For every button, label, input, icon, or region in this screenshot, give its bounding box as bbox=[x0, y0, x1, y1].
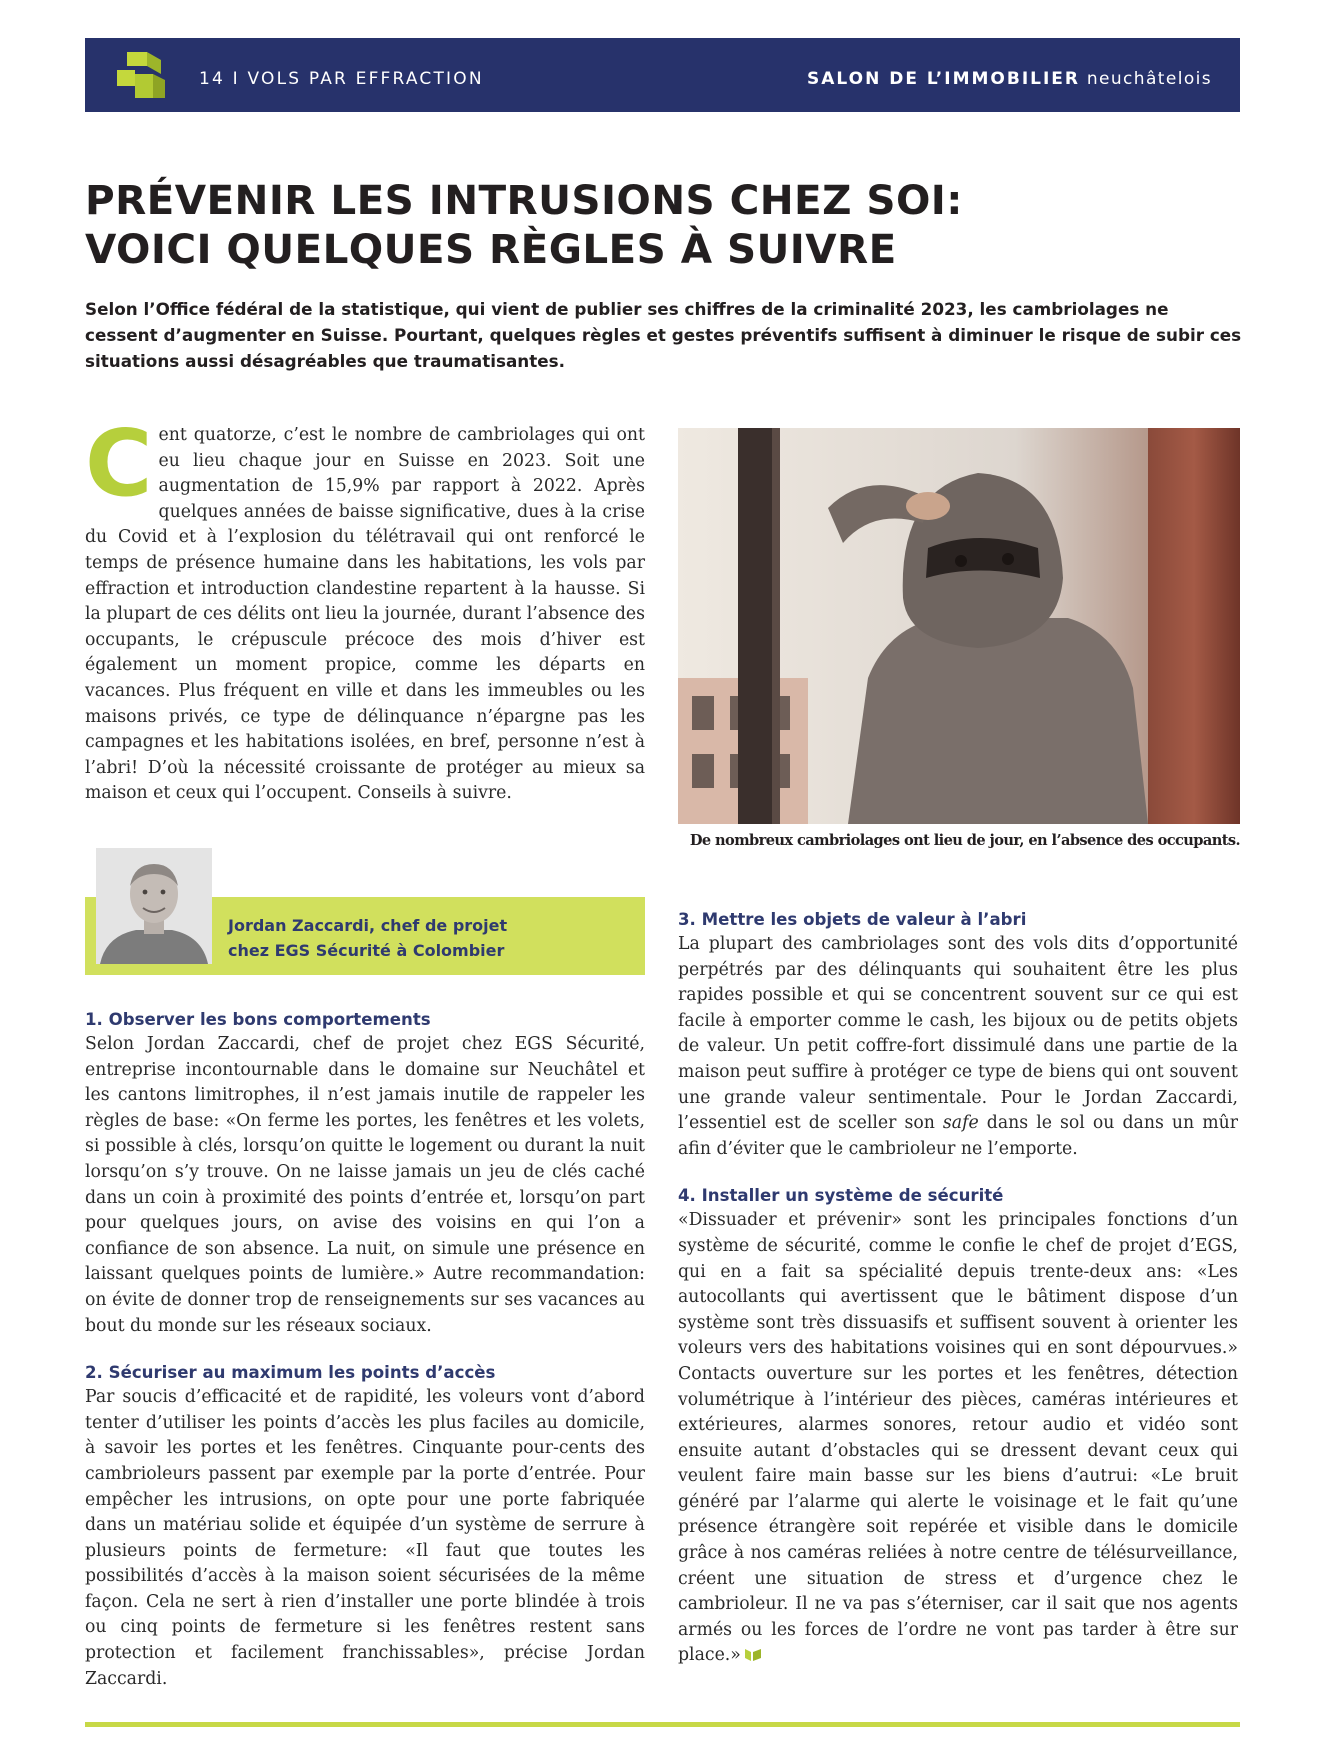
section-2-text: Par soucis d’efficacité et de rapidité, les voleurs vont d’abord tenter d’utiliser les points d’accès les plus faciles au domicile, à savoir les portes et les fenêtres. Cinquante pour-cents des cambrioleurs passent par exemple par la porte d’entrée. Pour empêcher les intrusions, on opte pour une porte fabriquée dans un matériau solide et équipée d’un système de serrure à plusieurs points de fermeture: «Il faut que toutes les possibilités d’accès à la maison soient sécurisées de la même façon. Cela ne sert à rien d’installer une porte blindée à trois ou cinq points de fermeture si les fenêtres restent sans protection et facilement franchissables», précise Jordan Zaccardi. bbox=[85, 1387, 645, 1689]
expert-line1: Jordan Zaccardi, chef de projet bbox=[228, 916, 508, 935]
section-3-text-italic: safe bbox=[942, 1113, 979, 1134]
expert-name bbox=[228, 913, 507, 963]
expert-line2: chez EGS Sécurité à Colombier bbox=[228, 941, 505, 960]
article-title bbox=[85, 176, 1245, 274]
section-1-heading: 1. Observer les bons comportements bbox=[85, 1010, 431, 1029]
section-3-text bbox=[678, 932, 1238, 1162]
right-column bbox=[678, 908, 1238, 1669]
section-4-text-body: «Dissuader et prévenir» sont les principales fonctions d’un système de sécurité, comme le confie le chef de projet d’EGS, qui en a fait sa spécialité depuis trente-deux ans: «Les autocollants qui avertissent que le bâtiment dispose d’un système sont très dissuasifs et suffisent souvent à orienter les voleurs vers des habitations voisines qui en sont dépourvues.» Contacts ouverture sur les portes et les fenêtres, détection volumétrique à l’intérieur des pièces, caméras intérieures et extérieures, alarmes sonores, retour audio et vidéo sont ensuite autant d’obstacles qui se dressent devant ceux qui veulent faire main basse sur les biens d’autrui: «Le bruit généré par l’alarme qui alerte le voisinage et le fait qu’une présence étrangère soit repérée et visible dans le domicile grâce à nos caméras reliées à notre centre de télésurveillance, créent une situation de stress et d’urgence chez le cambrioleur. Il ne va pas s’éterniser, car il sait que nos agents armés ou les forces de l’ordre ne vont pas tarder à être sur place.» bbox=[678, 1210, 1238, 1666]
footer-rule bbox=[85, 1722, 1240, 1727]
article-title-line2: VOICI QUELQUES RÈGLES À SUIVRE bbox=[85, 225, 897, 273]
article-title-line1: PRÉVENIR LES INTRUSIONS CHEZ SOI: bbox=[85, 176, 963, 224]
drop-cap: C bbox=[85, 410, 153, 517]
section-4-heading: 4. Installer un système de sécurité bbox=[678, 1186, 1004, 1206]
article-lead: Selon l’Office fédéral de la statistique, qui vient de publier ses chiffres de la criminalité 2023, les cambriolages ne cessent d’augmenter en Suisse. Pourtant, quelques règles et gestes préventifs suffisent à diminuer le risque de subir ces situations aussi désagréables que traumatisantes. bbox=[85, 299, 1242, 371]
page-section-label: 14 I VOLS PAR EFFRACTION bbox=[199, 69, 484, 89]
header-banner bbox=[85, 38, 1240, 112]
publication-name-rest: neuchâtelois bbox=[1080, 69, 1212, 89]
left-column bbox=[85, 1008, 645, 1692]
burglar-photo bbox=[678, 428, 1240, 824]
section-1-text: Selon Jordan Zaccardi, chef de projet chez EGS Sécurité, entreprise incontournable dans le domaine sur Neuchâtel et les cantons limitrophes, il n’est jamais inutile de rappeler les règles de base: «On ferme les portes, les fenêtres et les volets, si possible à clés, lorsqu’on quitte le logement ou durant la nuit lorsqu’on s’y trouve. On ne laisse jamais un jeu de clés caché dans un coin à proximité des points d’entrée et, lorsqu’on part pour quelques jours, on avise des voisins en qui l’on a confiance de son absence. La nuit, on simule une présence en laissant quelques points de lumière.» Autre recommandation: on évite de donner trop de renseignements sur ses vacances au bout du monde sur les réseaux sociaux. bbox=[85, 1034, 645, 1336]
section-4-text bbox=[678, 1208, 1238, 1669]
section-3-heading: 3. Mettre les objets de valeur à l’abri bbox=[678, 910, 1027, 929]
publication-name bbox=[807, 38, 1212, 112]
article-intro-text: ent quatorze, c’est le nombre de cambriolages qui ont eu lieu chaque jour en Suisse en 2023. Soit une augmentation de 15,9% par rapport à 2022. Après quelques années de baisse significative, dues à la crise du Covid et à l’explosion du télétravail qui ont renforcé le temps de présence humaine dans les habitations, les vols par effraction et introduction clandestine repartent à la hausse. Si la plupart de ces délits ont lieu la journée, durant l’absence des occupants, le crépuscule précoce des mois d’hiver est également un moment propice, comme les départs en vacances. Plus fréquent en ville et dans les immeubles ou les maisons privés, ce type de délinquance n’épargne pas les campagnes et les habitations isolées, en bref, personne n’est à l’abri! D’où la nécessité croissante de protéger au mieux sa maison et ceux qui l’occupent. Conseils à suivre. bbox=[85, 425, 645, 804]
publication-name-bold: SALON DE L’IMMOBILIER bbox=[807, 69, 1081, 89]
burglar-illustration bbox=[678, 428, 1240, 824]
article-intro bbox=[85, 410, 645, 807]
person-portrait-illustration bbox=[96, 848, 212, 964]
expert-portrait bbox=[96, 848, 212, 964]
section-3-text-after: dans le sol ou dans un mûr afin d’éviter que le cambrioleur ne l’emporte. bbox=[678, 1113, 1238, 1159]
photo-caption: De nombreux cambriolages ont lieu de jour, en l’absence des occupants. bbox=[689, 832, 1240, 849]
section-2-heading: 2. Sécuriser au maximum les points d’accès bbox=[85, 1363, 496, 1383]
green-s-blocks-logo bbox=[113, 46, 171, 104]
end-of-article-icon bbox=[745, 1649, 761, 1661]
section-3-text-before: La plupart des cambriolages sont des vols dits d’opportunité perpétrés par des délinquants qui souhaitent être les plus rapides possible et qui se concentrent souvent sur ce qui est facile à emporter comme le cash, les bijoux ou de petits objets de valeur. Un petit coffre-fort dissimulé dans une partie de la maison peut suffire à protéger ce type de biens qui ont souvent une grande valeur sentimentale. Pour le Jordan Zaccardi, l’essentiel est de sceller son bbox=[678, 934, 1238, 1134]
